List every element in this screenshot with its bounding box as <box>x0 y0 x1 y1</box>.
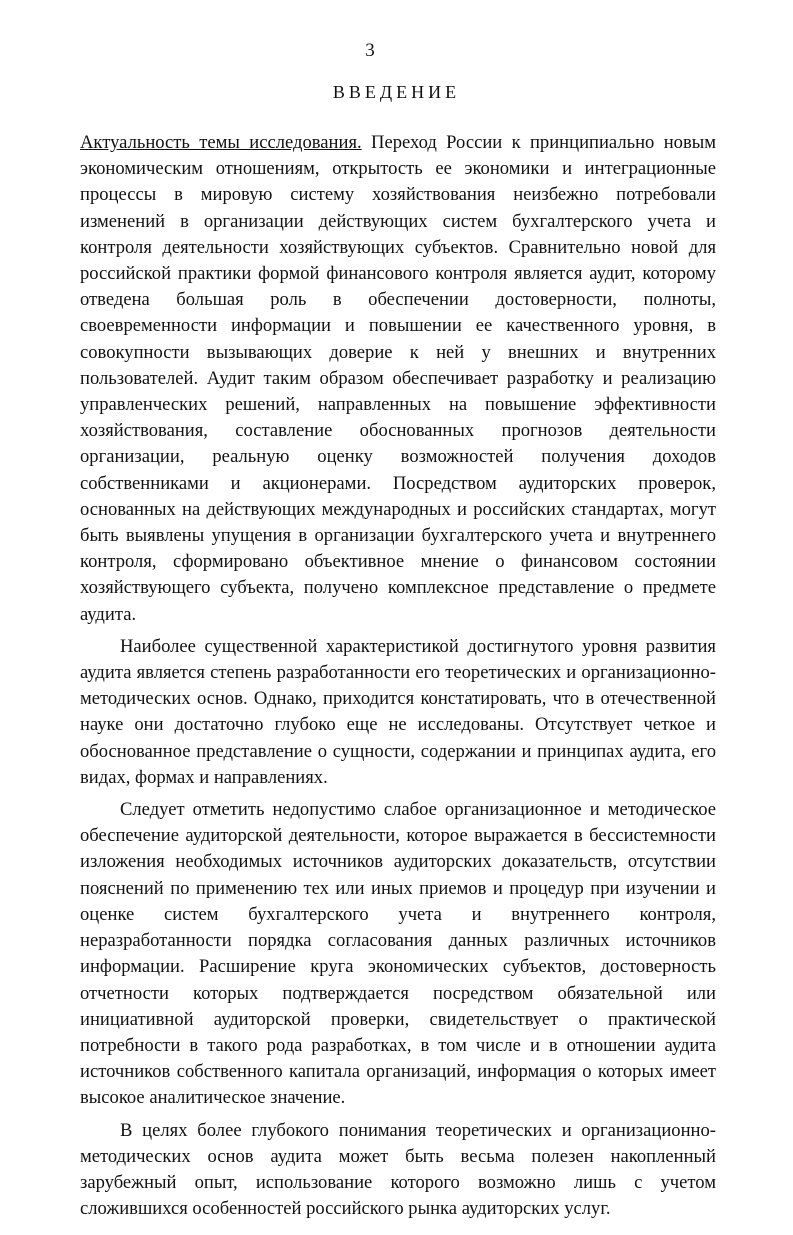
body-text <box>80 130 716 1228</box>
page-number: 3 <box>365 40 375 61</box>
paragraph-3: Следует отметить недопустимо слабое организационное и методическое обеспечение аудиторской деятельности, которое выражается в бессистемности изложения необходимых источников аудиторских доказательств, отсутствии пояснений по применению тех или иных приемов и процедур при изучении и оценке систем бухгалтерского учета и внутреннего контроля, неразработанности порядка согласования данных различных источников информации. Расширение круга экономических субъектов, достоверность отчетности которых подтверждается посредством обязательной или инициативной аудиторской проверки, свидетельствует о практической потребности в такого рода разработках, в том числе и в отношении аудита источников собственного капитала организаций, информация о которых имеет высокое аналитическое значение. <box>80 799 716 1109</box>
paragraph-1-text: Переход России к принципиально новым экономическим отношениям, открытость ее экономики и интеграционные процессы в мировую систему хозяйствования неизбежно потребовали изменений в организации действующих систем бухгалтерского учета и контроля деятельности хозяйствующих субъектов. Сравнительно новой для российской практики формой финансового контроля является аудит, которому отведена большая роль в обеспечении достоверности, полноты, своевременности информации и повышении ее качественного уровня, в совокупности вызывающих доверие к ней у внешних и внутренних пользователей. Аудит таким образом обеспечивает разработку и реализацию управленческих решений, направленных на повышение эффективности хозяйствования, составление обоснованных прогнозов деятельности организации, реальную оценку возможностей получения доходов собственниками и акционерами. Посредством аудиторских проверок, основанных на действующих международных и российских стандартах, могут быть выявлены упущения в организации бухгалтерского учета и внутреннего контроля, сформировано объективное мнение о финансовом состоянии хозяйствующего субъекта, получено комплексное представление о предмете аудита. <box>80 132 717 625</box>
section-lead: Актуальность темы исследования. <box>80 132 362 153</box>
page-title: ВВЕДЕНИЕ <box>332 82 461 102</box>
paragraph-4: В целях более глубокого понимания теоретических и организационно-методических основ аудита может быть весьма полезен накопленный зарубежный опыт, использование которого возможно лишь с учетом сложившихся особенностей российского рынка аудиторских услуг. <box>80 1119 716 1220</box>
paragraph-2: Наиболее существенной характеристикой достигнутого уровня развития аудита является степень разработанности его теоретических и организационно-методических основ. Однако, приходится констатировать, что в отечественной науке они достаточно глубоко еще не исследованы. Отсутствует четкое и обоснованное представление о сущности, содержании и принципах аудита, его видах, формах и направлениях. <box>80 635 716 788</box>
paragraph-1 <box>80 130 716 628</box>
